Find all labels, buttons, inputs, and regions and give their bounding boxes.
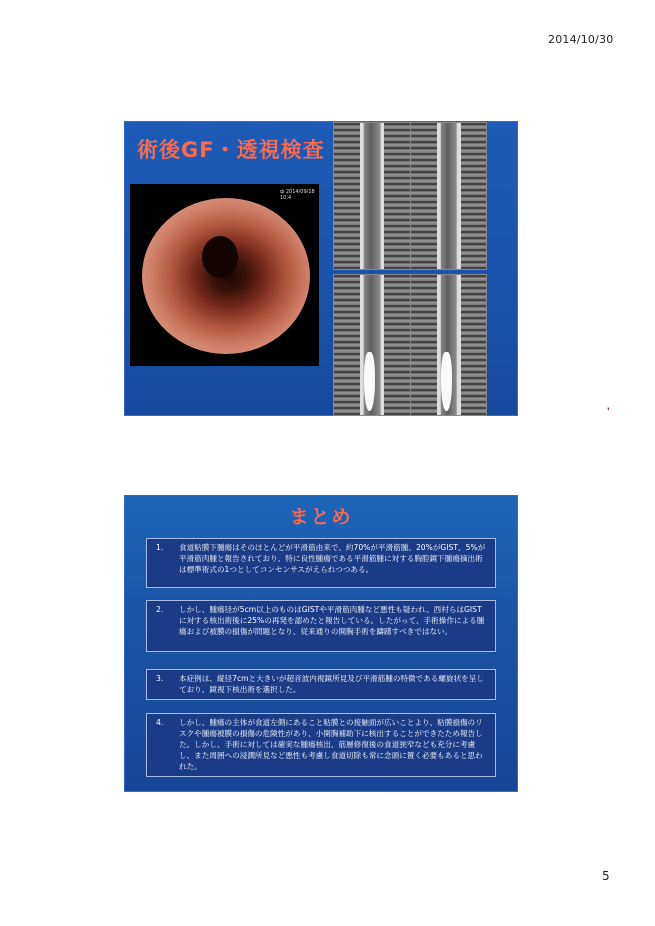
xray-image-2 — [410, 122, 487, 270]
slide1-title: 術後GF・透視検査 — [137, 138, 325, 162]
slide-summary — [124, 495, 518, 792]
summary-item-2 — [146, 600, 496, 652]
summary-item-3 — [146, 669, 496, 700]
print-date: 2014/10/30 — [548, 33, 614, 46]
xray-image-3 — [333, 274, 411, 416]
summary-item-number: 2. — [156, 605, 164, 614]
summary-item-1 — [146, 538, 496, 588]
summary-item-text: 食道粘膜下腫瘍はそのほとんどが平滑筋由来で、約70%が平滑筋腫、20%がGIST、5%が平滑筋肉腫と報告されており、特に良性腫瘍である平滑筋腫に対する胸腔鏡下腫瘍摘出術は標準術式の1つとしてコンセンサスがえられつつある。 — [179, 543, 486, 574]
summary-item-number: 1. — [156, 543, 164, 552]
summary-item-text: しかし、腫瘍の主体が食道左側にあること粘膜との接触面が広いことより、粘膜損傷のリスクや腫瘍被膜の損傷の危険性があり、小開胸補助下に核出することができたため報告した。しかし、手術に対しては確実な腫瘍核出、筋層修復後の食道狭窄なども充分に考慮し、また周囲への浸潤所見など悪性も考慮し食道切除も常に念頭に置く必要もあると思われた。 — [179, 718, 483, 771]
xray-image-1 — [333, 122, 411, 270]
summary-item-text: 本症例は、縦径7cmと大きいが超音波内視鏡所見及び平滑筋腫の特徴である螺旋状を呈しており、鏡視下核出術を選択した。 — [179, 674, 484, 694]
summary-item-text: しかし、腫瘍径が5cm以上のものはGISTや平滑筋肉腫など悪性も疑われ、西村らはGISTに対する核出術後に25%の再発を認めたと報告している。したがって、手術操作による腫瘍および被膜の損傷が問題となり、従来通りの開胸手術を躊躇すべきではない。 — [179, 605, 485, 636]
endoscopy-image — [130, 184, 319, 366]
scan-speck: ❜ — [607, 407, 610, 417]
summary-item-number: 3. — [156, 674, 164, 683]
endoscopy-info-text: ф 2014/09/18 10:4 — [280, 189, 315, 201]
summary-item-number: 4. — [156, 718, 164, 727]
summary-item-4 — [146, 713, 496, 777]
xray-image-4 — [410, 274, 487, 416]
slide-postop-exam — [124, 121, 518, 416]
page-number: 5 — [602, 869, 610, 883]
slide2-title: まとめ — [289, 506, 353, 528]
